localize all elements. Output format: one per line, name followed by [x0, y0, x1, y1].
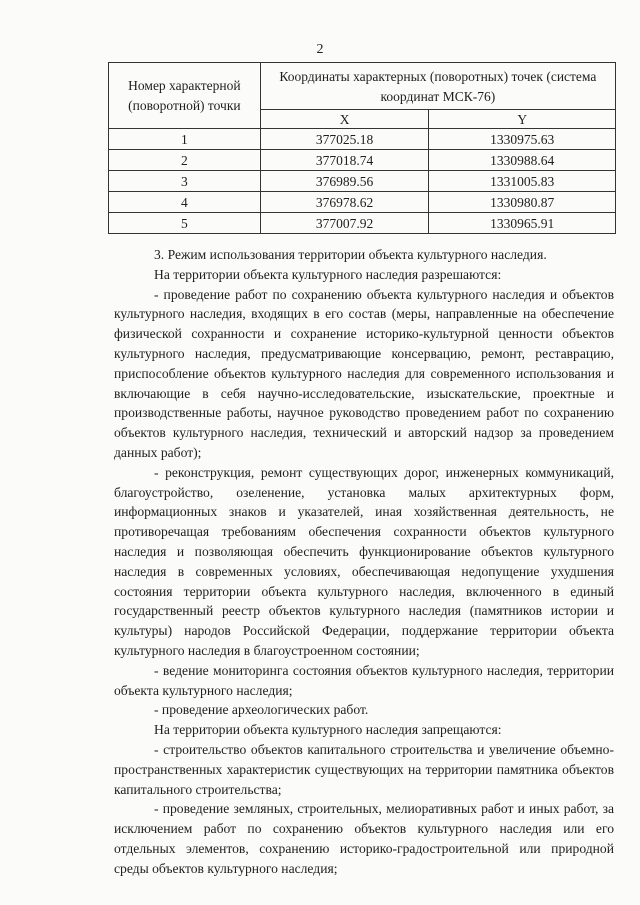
header-y: Y [429, 110, 616, 129]
paragraph: - строительство объектов капитального строительства и увеличение объемно-пространственных характеристик существующих на территории памятника объектов капитального строительства; [114, 741, 614, 797]
cell-x: 376978.62 [260, 192, 429, 213]
paragraph: На территории объекта культурного наследия разрешаются: [154, 266, 502, 282]
cell-x: 376989.56 [260, 171, 429, 192]
header-x: X [260, 110, 429, 129]
cell-y: 1330965.91 [429, 213, 616, 234]
cell-x: 377025.18 [260, 129, 429, 150]
table-row [109, 171, 616, 192]
table-row [109, 213, 616, 234]
paragraph: - проведение археологических работ. [154, 702, 369, 718]
table-row [109, 192, 616, 213]
cell-point-number: 4 [109, 192, 261, 213]
cell-point-number: 2 [109, 150, 261, 171]
cell-point-number: 3 [109, 171, 261, 192]
cell-point-number: 5 [109, 213, 261, 234]
cell-x: 377007.92 [260, 213, 429, 234]
table-row [109, 150, 616, 171]
cell-y: 1330975.63 [429, 129, 616, 150]
table-row [109, 129, 616, 150]
header-point-number: Номер характерной (поворотной) точки [109, 63, 261, 129]
paragraph: На территории объекта культурного наследия запрещаются: [154, 722, 502, 738]
cell-y: 1330988.64 [429, 150, 616, 171]
section-heading: 3. Режим использования территории объекта культурного наследия. [154, 247, 547, 262]
cell-y: 1330980.87 [429, 192, 616, 213]
header-coordinates: Координаты характерных (поворотных) точек (система координат МСК-76) [260, 63, 615, 110]
paragraph: - проведение земляных, строительных, мелиоративных работ и иных работ, за исключением работ по сохранению объектов культурного наследия или его отдельных элементов, сохранению историко-градостроительной или природной среды объектов культурного наследия; [114, 801, 614, 876]
coordinates-table [108, 62, 616, 234]
cell-point-number: 1 [109, 129, 261, 150]
document-body [114, 245, 614, 879]
page-number: 2 [316, 42, 324, 57]
paragraph: - реконструкция, ремонт существующих дорог, инженерных коммуникаций, благоустройство, озеленение, установка малых архитектурных форм, информационных знаков и указателей, иная хозяйственная деятельность, не противоречащая требованиям обеспечения сохранности объектов культурного наследия и позволяющая обеспечить функционирование объектов культурного наследия в современных условиях, обеспечивающая недопущение ухудшения состояния территории объекта культурного наследия, включенного в единый государственный реестр объектов культурного наследия (памятников истории и культуры) народов Российской Федерации, поддержание территории объекта культурного наследия в благоустроенном состоянии; [114, 464, 614, 658]
cell-x: 377018.74 [260, 150, 429, 171]
cell-y: 1331005.83 [429, 171, 616, 192]
paragraph: - ведение мониторинга состояния объектов культурного наследия, территории объекта культурного наследия; [114, 662, 614, 698]
paragraph: - проведение работ по сохранению объекта культурного наследия и объектов культурного наследия, входящих в его состав (меры, направленные на обеспечение физической сохранности и сохранение историко-культурной ценности объектов культурного наследия, предусматривающие консервацию, ремонт, реставрацию, приспособление объектов культурного наследия для современного использования и включающие в себя научно-исследовательские, изыскательские, проектные и производственные работы, научное руководство проведением работ по сохранению объектов культурного наследия, технический и авторский надзор за проведением данных работ); [114, 286, 614, 460]
